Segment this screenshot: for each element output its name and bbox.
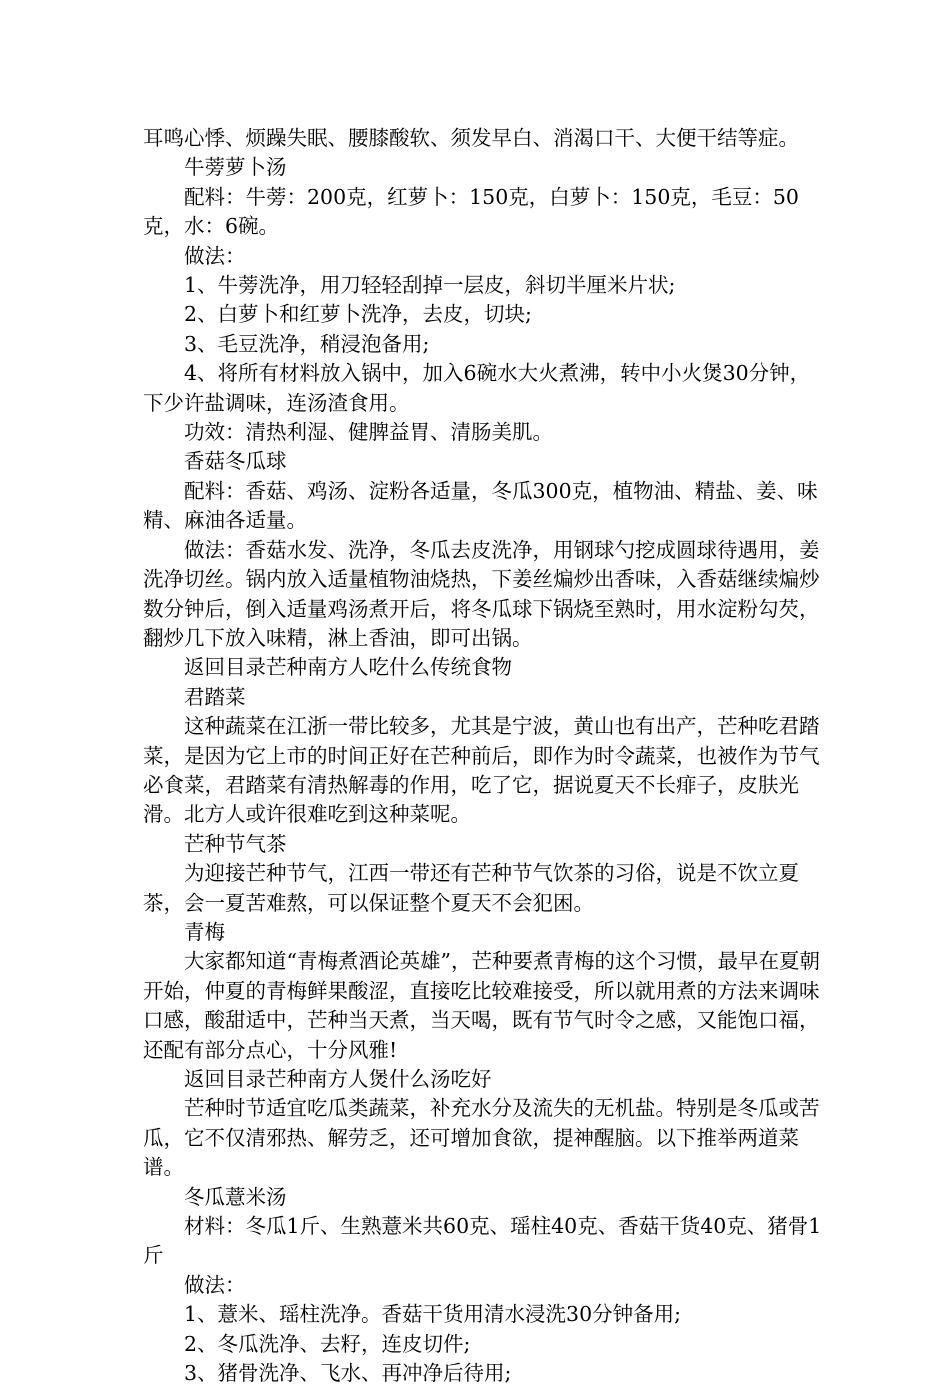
ingredients-paragraph: 配料：香菇、鸡汤、淀粉各适量，冬瓜300克，植物油、精盐、姜、味精、麻油各适量。 xyxy=(143,478,818,533)
effect-paragraph: 功效：清热利湿、健脾益胃、清肠美肌。 xyxy=(184,420,553,445)
section-link-heading: 返回目录芒种南方人吃什么传统食物 xyxy=(184,655,512,680)
paragraph: 芒种时节适宜吃瓜类蔬菜，补充水分及流失的无机盐。特别是冬瓜或苦瓜，它不仅清邪热、解劳乏，还可增加食欲，提神醒脑。以下推举两道菜谱。 xyxy=(143,1096,820,1180)
method-step: 1、牛蒡洗净，用刀轻轻刮掉一层皮，斜切半厘米片状; xyxy=(184,273,676,298)
item-title: 青梅 xyxy=(184,919,225,944)
recipe-title: 香菇冬瓜球 xyxy=(184,449,287,474)
method-step: 3、猪骨洗净、飞水、再冲净后待用; xyxy=(184,1361,512,1386)
item-title: 君踏菜 xyxy=(184,684,246,709)
paragraph: 为迎接芒种节气，江西一带还有芒种节气饮茶的习俗，说是不饮立夏茶，会一夏苦难熬，可以保证整个夏天不会犯困。 xyxy=(143,861,799,915)
method-heading: 做法： xyxy=(184,243,246,268)
ingredients-paragraph: 材料：冬瓜1斤、生熟薏米共60克、瑶柱40克、香菇干货40克、猪骨1斤 xyxy=(143,1214,822,1268)
method-step: 1、薏米、瑶柱洗净。香菇干货用清水浸洗30分钟备用; xyxy=(184,1302,682,1327)
ingredients-paragraph: 配料：牛蒡：200克，红萝卜：150克，白萝卜：150克，毛豆：50克，水：6碗。 xyxy=(143,184,799,239)
paragraph: 大家都知道“青梅煮酒论英雄”，芒种要煮青梅的这个习惯，最早在夏朝开始，仲夏的青梅鲜果酸涩，直接吃比较难接受，所以就用煮的方法来调味口感，酸甜适中，芒种当天煮，当天喝，既有节气时令之感，又能饱口福，还配有部分点心，十分风雅! xyxy=(143,949,820,1062)
recipe-title: 牛蒡萝卜汤 xyxy=(184,155,287,180)
method-step: 2、白萝卜和红萝卜洗净，去皮，切块; xyxy=(184,302,532,327)
method-paragraph: 做法：香菇水发、洗净，冬瓜去皮洗净，用钢球勺挖成圆球待遇用，姜洗净切丝。锅内放入适量植物油烧热，下姜丝煸炒出香味，入香菇继续煸炒数分钟后，倒入适量鸡汤煮开后，将冬瓜球下锅烧至熟时，用水淀粉勾芡，翻炒几下放入味精，淋上香油，即可出锅。 xyxy=(143,537,820,650)
section-link-heading: 返回目录芒种南方人煲什么汤吃好 xyxy=(184,1067,492,1091)
item-title: 芒种节气茶 xyxy=(184,831,287,856)
paragraph: 这种蔬菜在江浙一带比较多，尤其是宁波，黄山也有出产，芒种吃君踏菜，是因为它上市的时间正好在芒种前后，即作为时令蔬菜，也被作为节气必食菜，君踏菜有清热解毒的作用，吃了它，据说夏天不长痱子，皮肤光滑。北方人或许很难吃到这种菜呢。 xyxy=(143,714,820,827)
recipe-title: 冬瓜薏米汤 xyxy=(184,1184,287,1209)
paragraph: 耳鸣心悸、烦躁失眠、腰膝酸软、须发早白、消渴口干、大便干结等症。 xyxy=(143,126,799,150)
method-step: 2、冬瓜洗净、去籽，连皮切件; xyxy=(184,1331,471,1356)
method-heading: 做法： xyxy=(184,1272,246,1297)
document-page xyxy=(143,124,823,1388)
method-step: 4、将所有材料放入锅中，加入6碗水大火煮沸，转中小火煲30分钟，下少许盐调味，连汤渣食用。 xyxy=(143,361,811,415)
method-step: 3、毛豆洗净，稍浸泡备用; xyxy=(184,331,430,356)
